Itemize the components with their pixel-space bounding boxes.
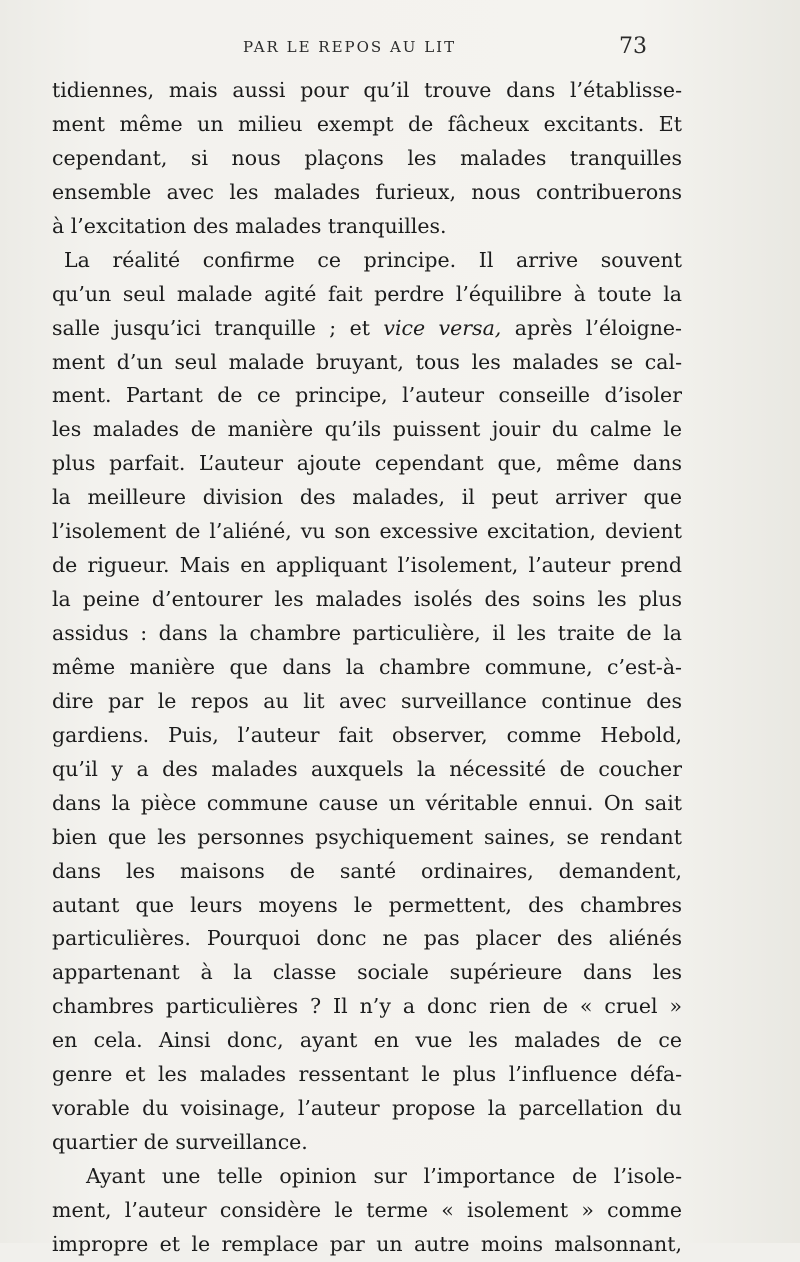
text-segment: après l’éloigne- [514, 315, 682, 340]
page-number: 73 [619, 34, 647, 59]
text-line: dans les maisons de santé ordinaires, demandent, [52, 858, 682, 883]
text-line: Ayant une telle opinion sur l’importance de l’isole- [86, 1164, 682, 1188]
text-line: particulières. Pourquoi donc ne pas placer des aliénés [52, 926, 682, 951]
text-line: de rigueur. Mais en appliquant l’isolement, l’auteur prend [52, 553, 682, 578]
text-line: assidus : dans la chambre particulière, il les traite de la [52, 621, 682, 645]
text-line: dans la pièce commune cause un véritable ennui. On sait [52, 790, 682, 815]
running-title: PAR LE REPOS AU LIT [243, 38, 457, 56]
body-text [52, 74, 682, 1262]
text-line: ment même un milieu exempt de fâcheux excitants. Et [52, 111, 682, 136]
text-line: autant que leurs moyens le permettent, des chambres [52, 892, 682, 917]
text-line: plus parfait. L’auteur ajoute cependant que, même dans [52, 451, 682, 476]
italic-phrase: vice versa, [383, 315, 502, 340]
text-line: ment d’un seul malade bruyant, tous les malades se cal- [52, 349, 682, 374]
text-line: quartier de surveillance. [52, 1130, 308, 1155]
text-line: qu’il y a des malades auxquels la nécessité de coucher [52, 756, 682, 781]
text-line: ment, l’auteur considère le terme « isolement » comme [52, 1197, 682, 1222]
running-header [0, 34, 800, 64]
text-line: ensemble avec les malades furieux, nous contribuerons [52, 179, 682, 204]
text-line: ment. Partant de ce principe, l’auteur conseille d’isoler [52, 383, 682, 408]
text-line: genre et les malades ressentant le plus l’influence défa- [52, 1062, 682, 1087]
text-line: vorable du voisinage, l’auteur propose la parcellation du [52, 1096, 682, 1121]
text-line: les malades de manière qu’ils puissent jouir du calme le [52, 417, 682, 442]
text-line: même manière que dans la chambre commune, c’est-à- [52, 654, 682, 679]
text-line: La réalité confirme ce principe. Il arrive souvent [64, 247, 682, 272]
text-line: gardiens. Puis, l’auteur fait observer, comme Hebold, [52, 722, 682, 747]
text-line: en cela. Ainsi donc, ayant en vue les malades de ce [52, 1028, 682, 1053]
text-line: à l’excitation des malades tranquilles. [52, 213, 447, 238]
text-line: dire par le repos au lit avec surveillance continue des [52, 688, 682, 713]
text-line: chambres particulières ? Il n’y a donc rien de « cruel » [52, 994, 682, 1019]
text-line: bien que les personnes psychiquement saines, se rendant [52, 824, 682, 849]
text-line: cependant, si nous plaçons les malades tranquilles [52, 145, 682, 170]
text-line: la meilleure division des malades, il peut arriver que [52, 485, 682, 510]
text-line: la peine d’entourer les malades isolés des soins les plus [52, 587, 682, 612]
text-line: appartenant à la classe sociale supérieure dans les [52, 960, 682, 985]
text-line: tidiennes, mais aussi pour qu’il trouve dans l’établisse- [52, 78, 682, 102]
text-line: qu’un seul malade agité fait perdre l’équilibre à toute la [52, 281, 682, 306]
text-segment: salle jusqu’ici tranquille ; et [52, 315, 370, 340]
text-line-mixed [52, 312, 682, 346]
text-line: l’isolement de l’aliéné, vu son excessive excitation, devient [52, 519, 682, 544]
text-line: impropre et le remplace par un autre moins malsonnant, [52, 1231, 682, 1256]
